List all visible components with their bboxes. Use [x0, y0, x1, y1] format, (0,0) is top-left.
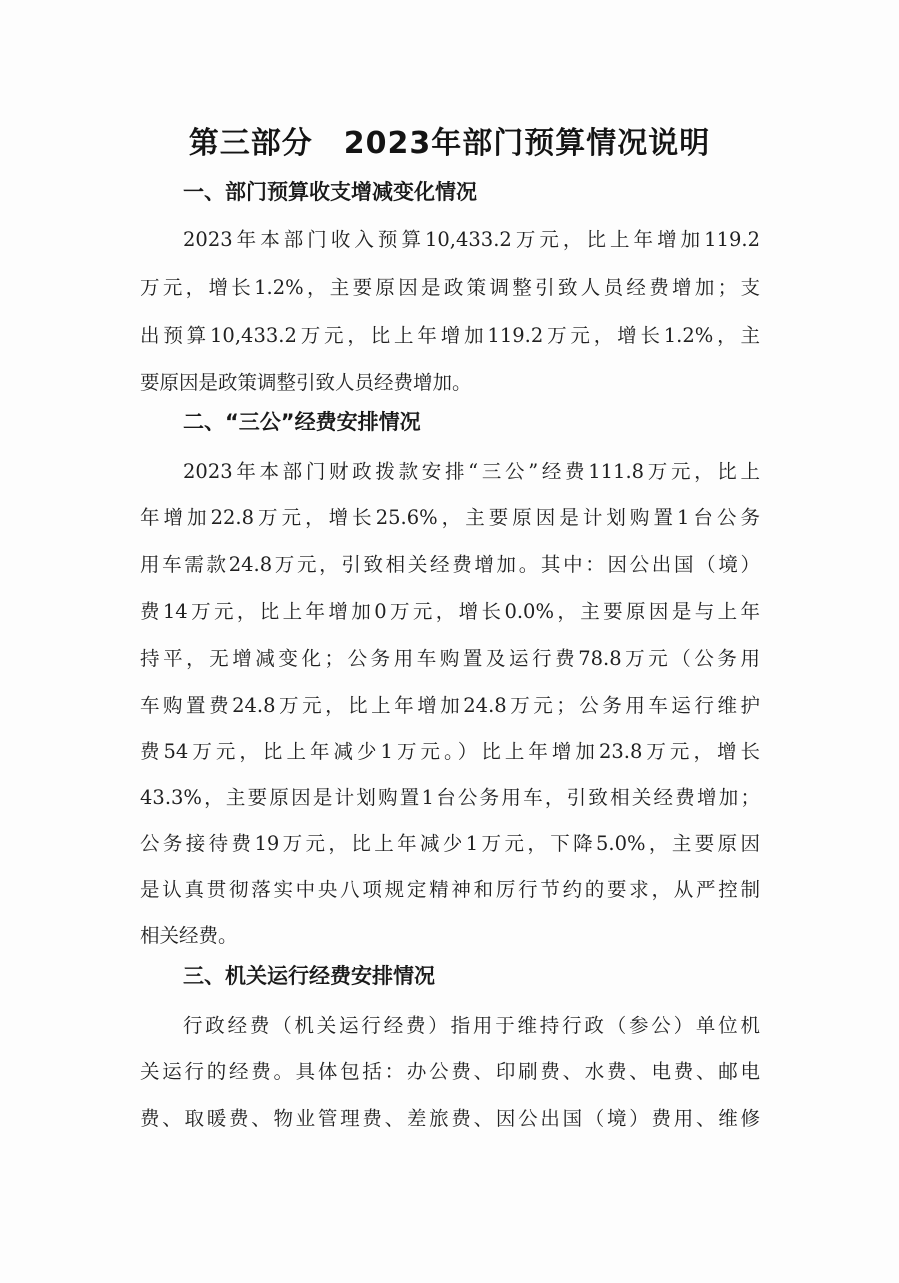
paragraph-line: 是认真贯彻落实中央八项规定精神和厉行节约的要求，从严控制: [140, 878, 760, 901]
paragraph-line: 万元，增长1.2%，主要原因是政策调整引致人员经费增加；支: [140, 276, 760, 299]
paragraph-line: 费54万元，比上年减少1万元。）比上年增加23.8万元，增长: [140, 740, 760, 763]
paragraph-line: 行政经费（机关运行经费）指用于维持行政（参公）单位机: [183, 1014, 760, 1037]
paragraph-line: 关运行的经费。具体包括：办公费、印刷费、水费、电费、邮电: [140, 1060, 760, 1083]
paragraph-line: 2023年本部门财政拨款安排“三公”经费111.8万元，比上: [183, 460, 760, 483]
section-heading-1: 一、部门预算收支增减变化情况: [183, 180, 477, 204]
paragraph-line: 2023年本部门收入预算10,433.2万元，比上年增加119.2: [183, 228, 760, 251]
page-title: 第三部分 2023年部门预算情况说明: [188, 126, 711, 161]
paragraph-line: 费、取暖费、物业管理费、差旅费、因公出国（境）费用、维修: [140, 1107, 760, 1130]
paragraph-line: 出预算10,433.2万元，比上年增加119.2万元，增长1.2%，主: [140, 324, 760, 347]
paragraph-line: 43.3%，主要原因是计划购置1台公务用车，引致相关经费增加；: [140, 786, 760, 809]
paragraph-line: 用车需款24.8万元，引致相关经费增加。其中：因公出国（境）: [140, 553, 760, 576]
paragraph-line: 车购置费24.8万元，比上年增加24.8万元；公务用车运行维护: [140, 694, 760, 717]
paragraph-line: 要原因是政策调整引致人员经费增加。: [140, 371, 472, 394]
section-heading-3: 三、机关运行经费安排情况: [183, 964, 435, 988]
paragraph-line: 持平，无增减变化；公务用车购置及运行费78.8万元（公务用: [140, 647, 760, 670]
paragraph-line: 相关经费。: [140, 924, 238, 947]
paragraph-line: 公务接待费19万元，比上年减少1万元，下降5.0%，主要原因: [140, 832, 760, 855]
paragraph-line: 年增加22.8万元，增长25.6%，主要原因是计划购置1台公务: [140, 506, 760, 529]
section-heading-2: 二、“三公”经费安排情况: [183, 410, 421, 434]
paragraph-line: 费14万元，比上年增加0万元，增长0.0%，主要原因是与上年: [140, 600, 760, 623]
